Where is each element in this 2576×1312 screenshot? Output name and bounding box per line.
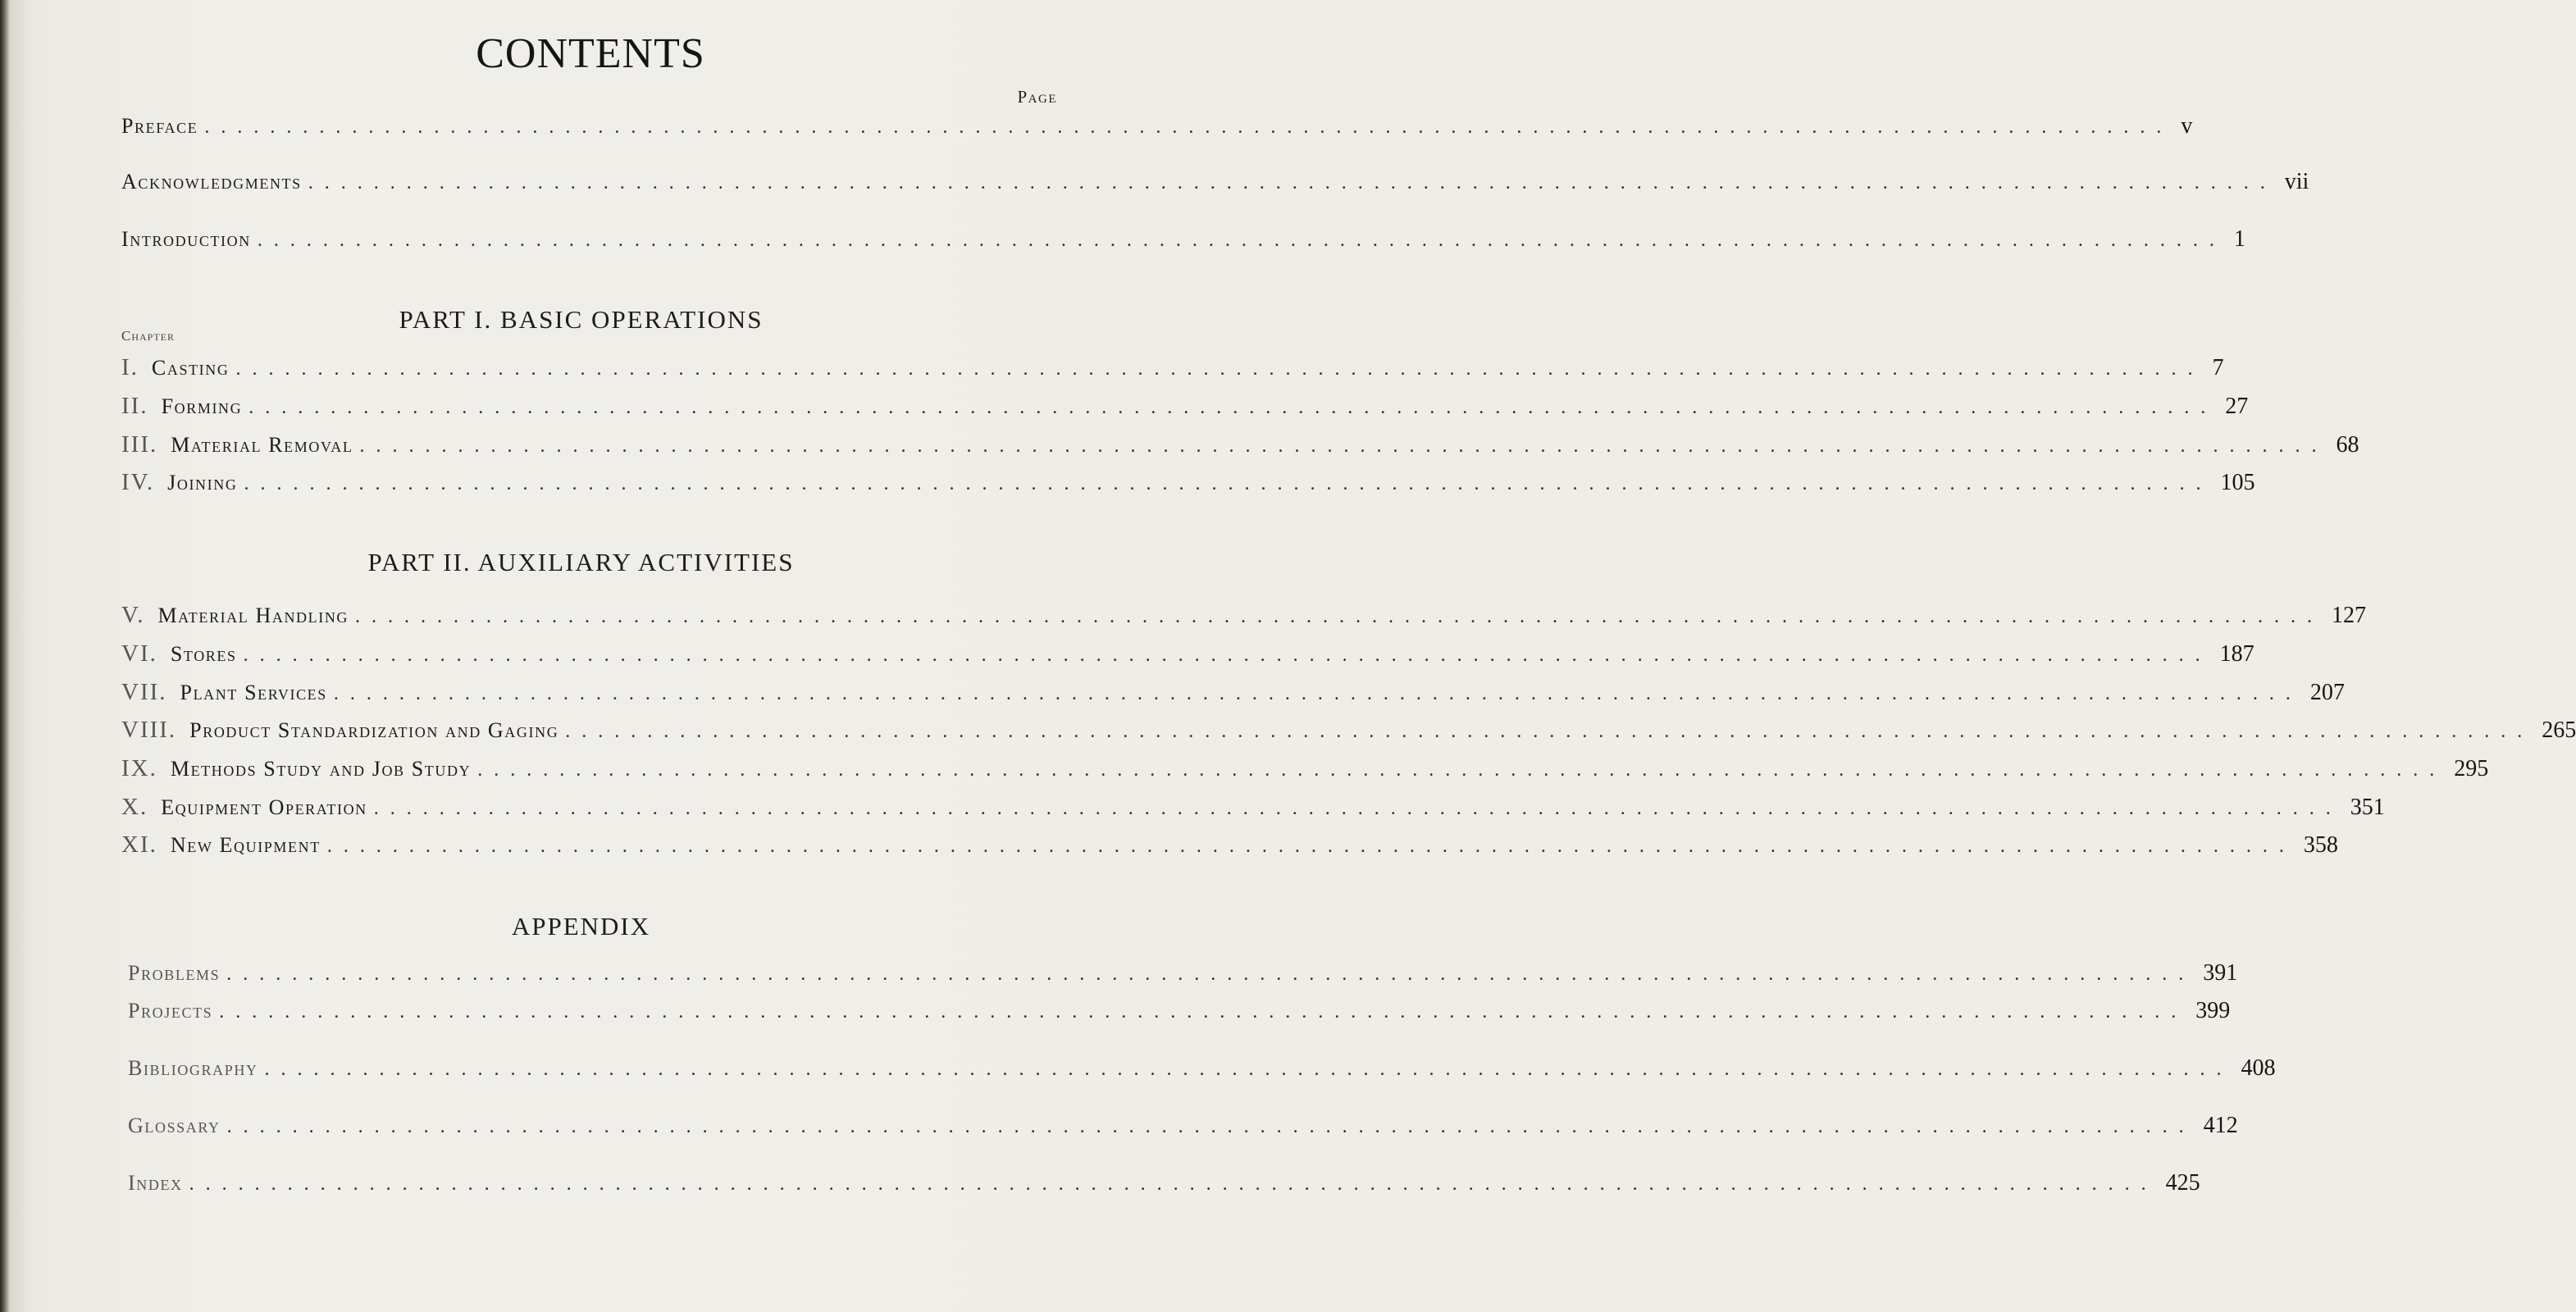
entry-page: 391 [2203, 960, 2238, 986]
dot-leader: ........................................................................................................................ [355, 606, 2324, 627]
entry-page: v [2181, 113, 2193, 139]
entry-label: New Equipment [170, 833, 321, 857]
dot-leader: ........................................................................................................................ [235, 358, 2204, 380]
entry-label: Index [128, 1171, 183, 1195]
entry-label: Material Removal [171, 433, 353, 457]
entry-label: Projects [128, 999, 213, 1023]
dot-leader: ........................................................................................................................ [333, 683, 2302, 704]
entry-page: 7 [2212, 355, 2224, 380]
dot-leader: ........................................................................................................................ [264, 1059, 2233, 1080]
entry-page: vii [2284, 169, 2309, 194]
dot-leader: ........................................................................................................................ [248, 397, 2218, 418]
entry-page: 105 [2220, 470, 2255, 495]
dot-leader: ........................................................................................................................ [189, 1173, 2158, 1195]
entry-page: 358 [2303, 832, 2338, 858]
dot-leader: ........................................................................................................................ [244, 473, 2213, 494]
chapter-number: VI. [121, 640, 157, 667]
dot-leader: ........................................................................................................................ [373, 798, 2342, 819]
chapter-number: III. [121, 431, 158, 458]
entry-page: 295 [2454, 756, 2489, 781]
page-title: CONTENTS [476, 30, 705, 77]
entry-page: 27 [2225, 394, 2249, 419]
toc-entry-introduction [121, 226, 2245, 256]
dot-leader: ........................................................................................................................ [326, 836, 2296, 857]
page-column-label: Page [1017, 87, 1057, 107]
chapter-number: IV. [121, 469, 155, 495]
toc-chapter-9 [121, 755, 2489, 785]
entry-label: Preface [121, 114, 198, 138]
entry-label: Casting [151, 356, 230, 380]
entry-page: 127 [2332, 603, 2367, 628]
entry-page: 399 [2195, 998, 2231, 1023]
entry-label: Equipment Operation [161, 795, 367, 819]
entry-label: Plant Services [180, 681, 327, 704]
entry-page: 68 [2336, 432, 2359, 458]
dot-leader: ........................................................................................................................ [243, 645, 2212, 666]
entry-page: 412 [2203, 1113, 2238, 1138]
chapter-number: V. [121, 602, 145, 628]
toc-appendix-problems [128, 960, 2238, 990]
toc-appendix-glossary [128, 1113, 2238, 1142]
entry-label: Joining [167, 471, 238, 494]
chapter-number: XI. [121, 831, 157, 858]
part2-heading: PART II. AUXILIARY ACTIVITIES [367, 548, 795, 576]
toc-chapter-10 [121, 794, 2385, 823]
dot-leader: ........................................................................................................................ [226, 963, 2195, 985]
toc-appendix-index [128, 1170, 2200, 1200]
entry-page: 351 [2350, 795, 2385, 820]
part1-heading: PART I. BASIC OPERATIONS [399, 305, 764, 334]
entry-label: Acknowledgments [121, 170, 302, 194]
dot-leader: ........................................................................................................................ [308, 172, 2277, 194]
toc-chapter-8 [121, 717, 2576, 746]
toc-chapter-3 [121, 431, 2359, 461]
entry-page: 265 [2542, 718, 2576, 743]
dot-leader: ........................................................................................................................ [359, 435, 2328, 457]
entry-page: 1 [2233, 226, 2245, 252]
chapter-number: X. [121, 794, 148, 820]
dot-leader: ........................................................................................................................ [219, 1001, 2188, 1023]
toc-appendix-projects [128, 998, 2231, 1027]
toc-appendix-bibliography [128, 1055, 2276, 1085]
entry-label: Forming [161, 394, 243, 418]
entry-label: Introduction [121, 227, 251, 251]
entry-page: 207 [2309, 680, 2345, 705]
entry-page: 425 [2165, 1170, 2200, 1196]
entry-label: Product Standardization and Gaging [189, 718, 559, 742]
entry-page: 187 [2219, 641, 2255, 667]
toc-chapter-6 [121, 640, 2255, 670]
entry-label: Material Handling [157, 604, 349, 627]
chapter-number: II. [121, 393, 148, 419]
toc-chapter-5 [121, 602, 2367, 631]
entry-label: Stores [170, 642, 237, 666]
dot-leader: ........................................................................................................................ [204, 116, 2173, 138]
dot-leader: ........................................................................................................................ [477, 759, 2446, 781]
appendix-heading: APPENDIX [511, 912, 651, 941]
entry-label: Methods Study and Job Study [170, 757, 472, 781]
entry-label: Glossary [128, 1114, 221, 1137]
chapter-number: VIII. [121, 717, 177, 743]
dot-leader: ........................................................................................................................ [257, 230, 2226, 251]
entry-label: Problems [128, 961, 221, 985]
toc-chapter-2 [121, 393, 2249, 422]
toc-entry-preface [121, 113, 2193, 143]
toc-entry-acknowledgments [121, 169, 2309, 198]
toc-chapter-1 [121, 354, 2224, 384]
toc-chapter-4 [121, 469, 2255, 499]
entry-page: 408 [2241, 1055, 2276, 1081]
chapter-column-label: Chapter [121, 328, 176, 344]
entry-label: Bibliography [128, 1056, 258, 1080]
toc-chapter-11 [121, 831, 2338, 861]
chapter-number: IX. [121, 755, 157, 781]
dot-leader: ........................................................................................................................ [565, 721, 2534, 742]
chapter-number: VII. [121, 679, 167, 705]
toc-chapter-7 [121, 679, 2345, 708]
dot-leader: ........................................................................................................................ [226, 1116, 2195, 1137]
chapter-number: I. [121, 354, 139, 380]
